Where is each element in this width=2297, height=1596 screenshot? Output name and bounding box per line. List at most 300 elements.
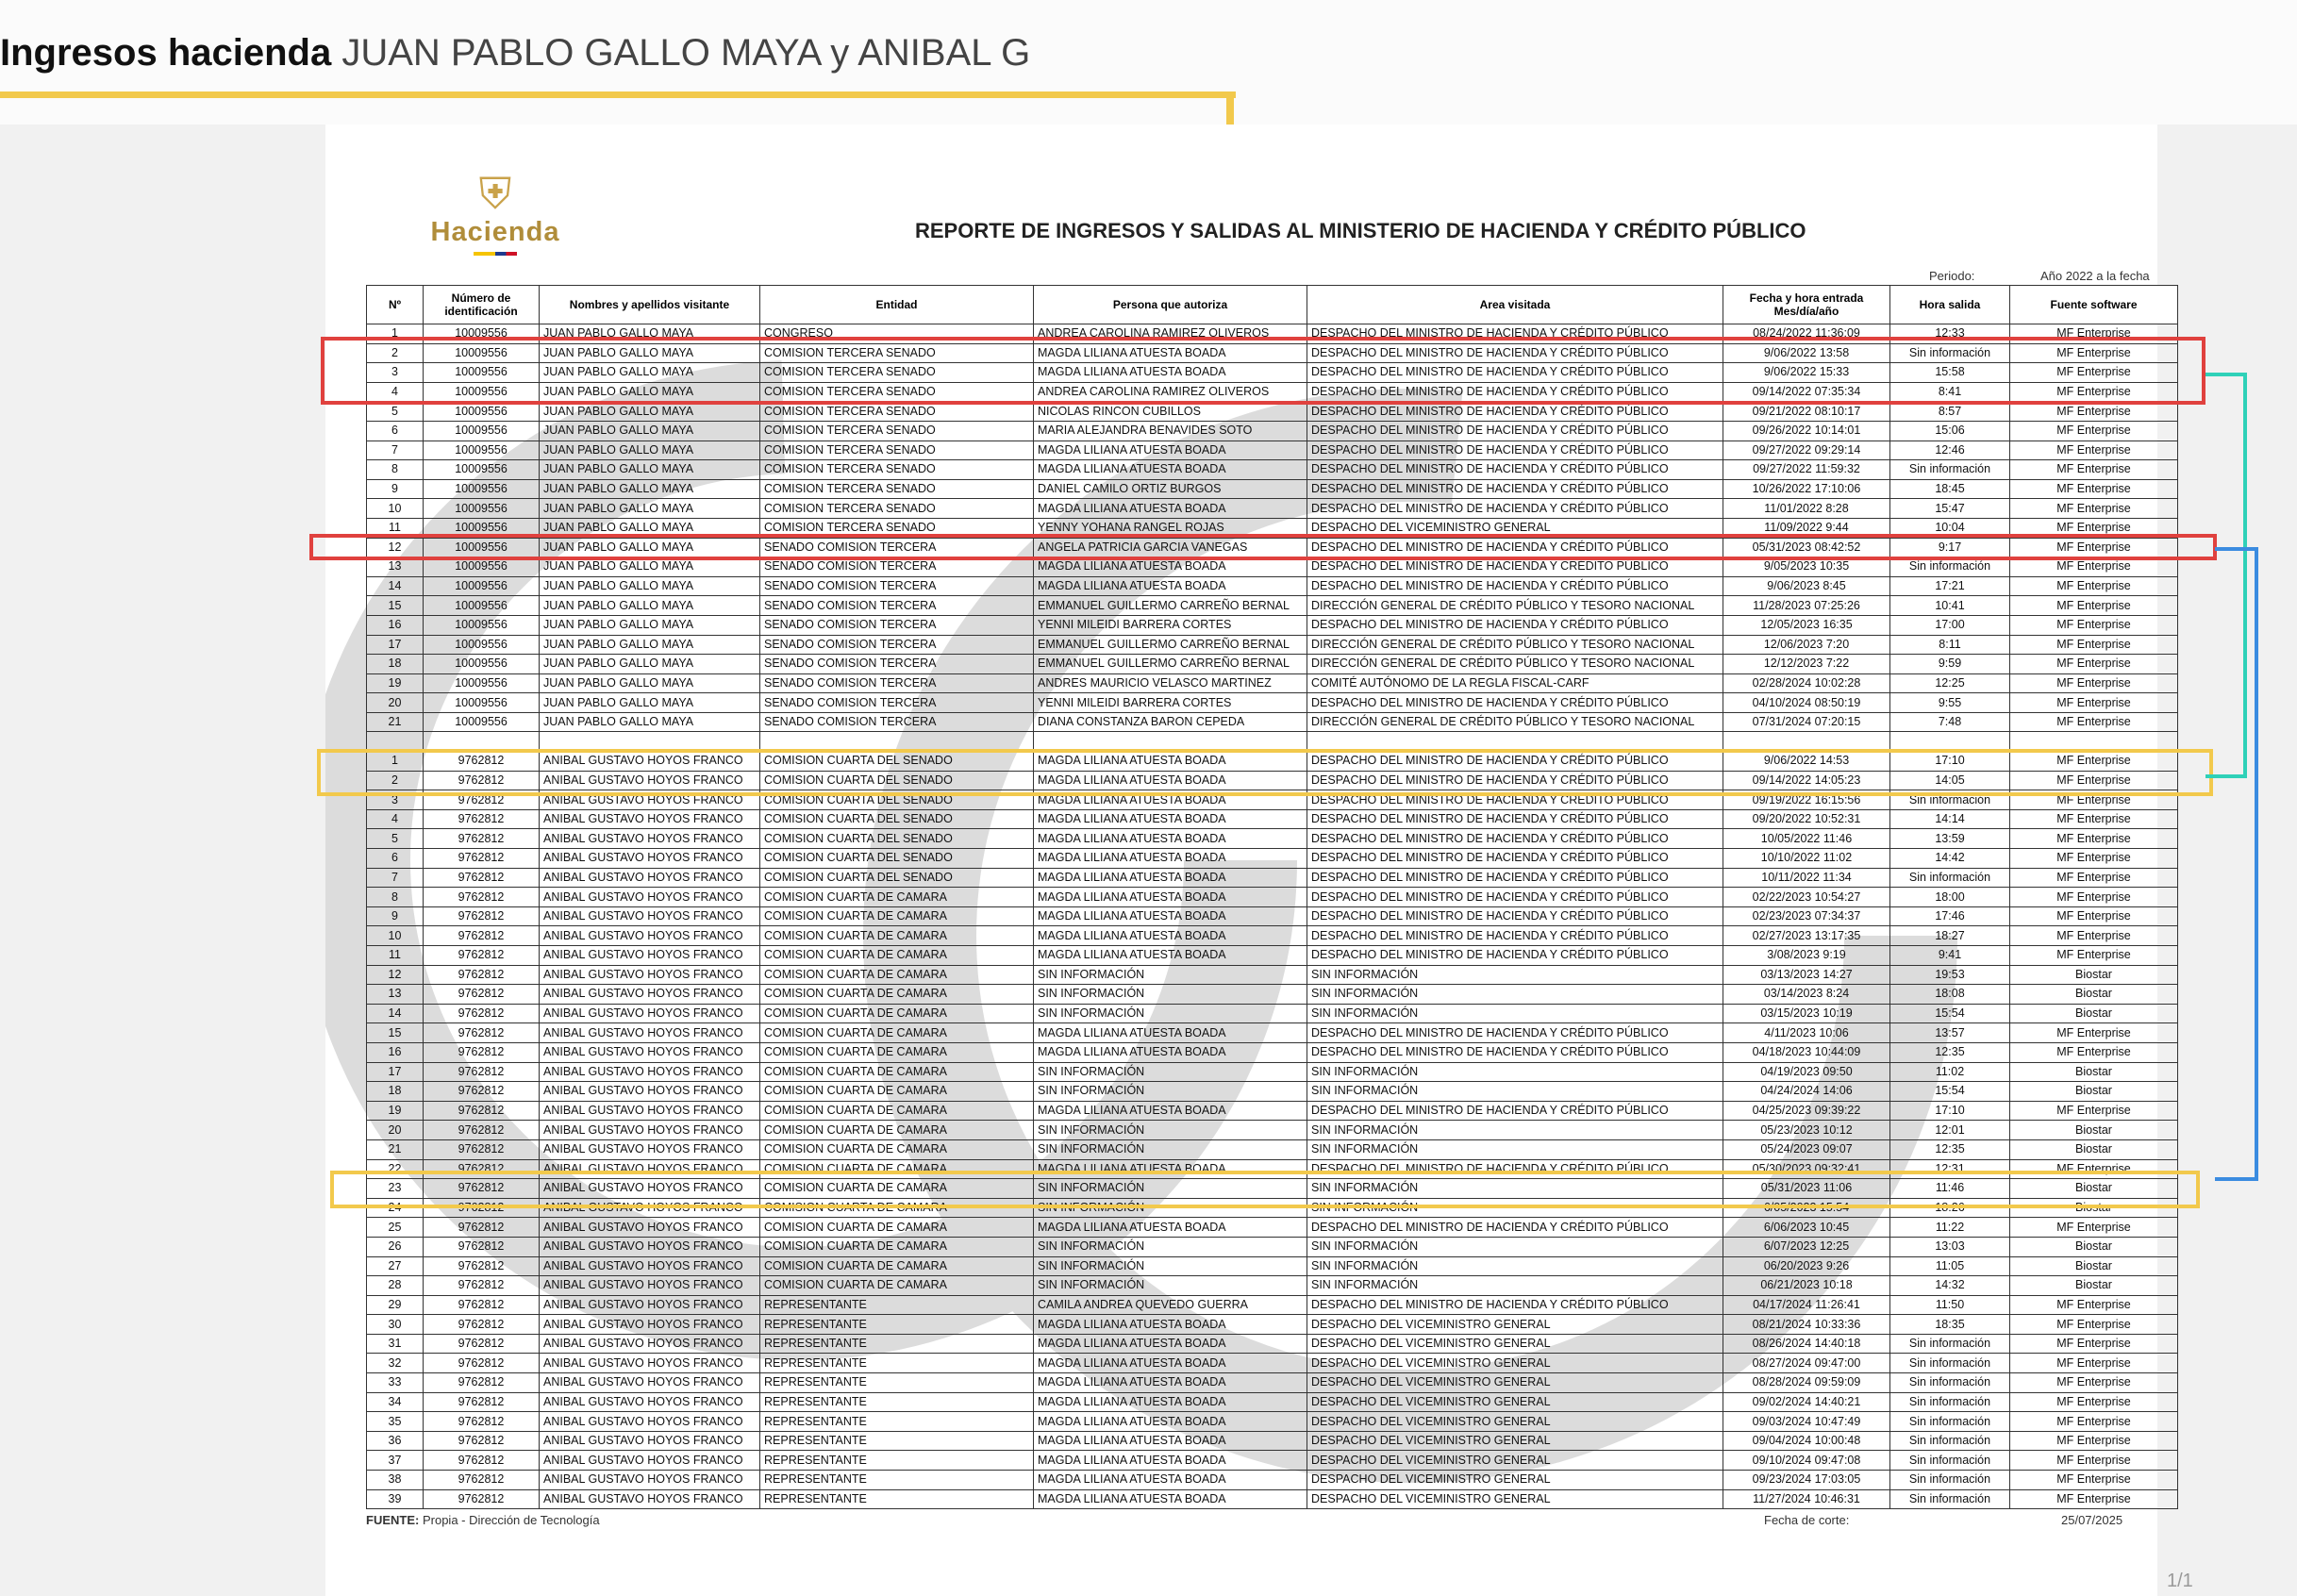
table-cell: 15:47 <box>1890 499 2010 519</box>
table-cell: DESPACHO DEL VICEMINISTRO GENERAL <box>1307 1471 1723 1490</box>
table-cell: 21 <box>367 712 424 732</box>
table-cell: MF Enterprise <box>2010 557 2178 577</box>
table-cell: 9762812 <box>424 1101 540 1121</box>
table-cell: 17:46 <box>1890 906 2010 926</box>
table-cell: 08/28/2024 09:59:09 <box>1723 1373 1890 1393</box>
table-cell: MF Enterprise <box>2010 809 2178 829</box>
table-cell: 9762812 <box>424 829 540 849</box>
table-cell: SIN INFORMACIÓN <box>1034 1121 1307 1140</box>
table-cell: 9:17 <box>1890 538 2010 557</box>
column-header: Nº <box>367 286 424 324</box>
table-cell: ANIBAL GUSTAVO HOYOS FRANCO <box>540 1101 760 1121</box>
table-cell: 18:08 <box>1890 985 2010 1005</box>
table-cell: JUAN PABLO GALLO MAYA <box>540 363 760 383</box>
table-cell: 09/27/2022 09:29:14 <box>1723 441 1890 460</box>
table-cell: SIN INFORMACIÓN <box>1034 1139 1307 1159</box>
table-cell: DIRECCIÓN GENERAL DE CRÉDITO PÚBLICO Y TESORO NACIONAL <box>1307 596 1723 616</box>
table-cell: SIN INFORMACIÓN <box>1034 1004 1307 1023</box>
table-cell: SIN INFORMACIÓN <box>1034 965 1307 985</box>
table-cell: COMISION CUARTA DE CAMARA <box>760 906 1034 926</box>
table-cell: SENADO COMISION TERCERA <box>760 538 1034 557</box>
table-cell: DESPACHO DEL MINISTRO DE HACIENDA Y CRÉDITO PÚBLICO <box>1307 926 1723 946</box>
column-header: Area visitada <box>1307 286 1723 324</box>
table-cell: 28 <box>367 1276 424 1296</box>
table-cell: Sin información <box>1890 343 2010 363</box>
table-cell: 9762812 <box>424 888 540 907</box>
table-cell: 6 <box>367 849 424 869</box>
table-cell: 12 <box>367 965 424 985</box>
table-cell: MAGDA LILIANA ATUESTA BOADA <box>1034 906 1307 926</box>
table-cell: MF Enterprise <box>2010 1471 2178 1490</box>
table-cell: MAGDA LILIANA ATUESTA BOADA <box>1034 829 1307 849</box>
table-row <box>367 888 2178 907</box>
table-cell: DESPACHO DEL MINISTRO DE HACIENDA Y CRÉDITO PÚBLICO <box>1307 829 1723 849</box>
table-cell: DESPACHO DEL VICEMINISTRO GENERAL <box>1307 1354 1723 1373</box>
table-cell: MF Enterprise <box>2010 499 2178 519</box>
table-cell: 34 <box>367 1392 424 1412</box>
table-cell: MF Enterprise <box>2010 829 2178 849</box>
table-cell: REPRESENTANTE <box>760 1295 1034 1315</box>
post-headline <box>0 32 1030 75</box>
table-cell: 7:48 <box>1890 712 2010 732</box>
table-cell: MAGDA LILIANA ATUESTA BOADA <box>1034 888 1307 907</box>
table-row <box>367 1334 2178 1354</box>
table-cell: ANDREA CAROLINA RAMIREZ OLIVEROS <box>1034 324 1307 344</box>
table-cell: CAMILA ANDREA QUEVEDO GUERRA <box>1034 1295 1307 1315</box>
table-cell: EMMANUEL GUILLERMO CARREÑO BERNAL <box>1034 596 1307 616</box>
table-cell: ANIBAL GUSTAVO HOYOS FRANCO <box>540 1276 760 1296</box>
column-header: Fuente software <box>2010 286 2178 324</box>
table-row <box>367 635 2178 655</box>
table-cell: COMISION CUARTA DE CAMARA <box>760 1082 1034 1102</box>
table-cell: 6/07/2023 12:25 <box>1723 1237 1890 1256</box>
table-cell: ANIBAL GUSTAVO HOYOS FRANCO <box>540 1451 760 1471</box>
table-cell: REPRESENTANTE <box>760 1451 1034 1471</box>
table-cell: COMISION CUARTA DE CAMARA <box>760 1101 1034 1121</box>
table-row <box>367 1004 2178 1023</box>
table-cell: 03/14/2023 8:24 <box>1723 985 1890 1005</box>
table-cell: COMISION TERCERA SENADO <box>760 402 1034 422</box>
table-cell: COMISION TERCERA SENADO <box>760 499 1034 519</box>
table-cell: 10009556 <box>424 693 540 713</box>
table-cell: DESPACHO DEL MINISTRO DE HACIENDA Y CRÉDITO PÚBLICO <box>1307 460 1723 480</box>
table-cell: MAGDA LILIANA ATUESTA BOADA <box>1034 576 1307 596</box>
table-row <box>367 1101 2178 1121</box>
table-cell: MF Enterprise <box>2010 1315 2178 1335</box>
table-cell: 14 <box>367 1004 424 1023</box>
table-cell: DESPACHO DEL MINISTRO DE HACIENDA Y CRÉDITO PÚBLICO <box>1307 363 1723 383</box>
table-cell: 02/22/2023 10:54:27 <box>1723 888 1890 907</box>
table-cell: 10 <box>367 926 424 946</box>
table-cell: 18:00 <box>1890 888 2010 907</box>
table-cell: MF Enterprise <box>2010 1489 2178 1509</box>
table-cell: 07/31/2024 07:20:15 <box>1723 712 1890 732</box>
table-cell: 9/06/2023 8:45 <box>1723 576 1890 596</box>
table-cell: 14:42 <box>1890 849 2010 869</box>
table-cell: COMISION CUARTA DE CAMARA <box>760 1042 1034 1062</box>
table-row <box>367 1471 2178 1490</box>
table-cell: MF Enterprise <box>2010 1159 2178 1179</box>
table-cell: DIRECCIÓN GENERAL DE CRÉDITO PÚBLICO Y TESORO NACIONAL <box>1307 655 1723 674</box>
table-cell: DESPACHO DEL VICEMINISTRO GENERAL <box>1307 1373 1723 1393</box>
table-row <box>367 596 2178 616</box>
table-cell: ANIBAL GUSTAVO HOYOS FRANCO <box>540 868 760 888</box>
table-cell: MF Enterprise <box>2010 1373 2178 1393</box>
table-row <box>367 1042 2178 1062</box>
table-cell: YENNI MILEIDI BARRERA CORTES <box>1034 693 1307 713</box>
table-cell: 9:41 <box>1890 946 2010 966</box>
table-cell: 08/24/2022 11:36:09 <box>1723 324 1890 344</box>
table-cell: 32 <box>367 1354 424 1373</box>
table-cell: REPRESENTANTE <box>760 1354 1034 1373</box>
table-cell: 04/25/2023 09:39:22 <box>1723 1101 1890 1121</box>
table-cell: SIN INFORMACIÓN <box>1034 1198 1307 1218</box>
table-cell: MAGDA LILIANA ATUESTA BOADA <box>1034 499 1307 519</box>
footer-source <box>366 1513 600 1527</box>
table-cell: ANIBAL GUSTAVO HOYOS FRANCO <box>540 1198 760 1218</box>
table-cell: MARIA ALEJANDRA BENAVIDES SOTO <box>1034 421 1307 441</box>
table-cell: 19 <box>367 1101 424 1121</box>
table-cell: SIN INFORMACIÓN <box>1307 985 1723 1005</box>
table-cell: 15 <box>367 596 424 616</box>
table-cell: JUAN PABLO GALLO MAYA <box>540 324 760 344</box>
table-cell: 13:03 <box>1890 1237 2010 1256</box>
table-cell: 27 <box>367 1256 424 1276</box>
table-cell: DESPACHO DEL VICEMINISTRO GENERAL <box>1307 1412 1723 1432</box>
table-cell: MF Enterprise <box>2010 712 2178 732</box>
table-cell: REPRESENTANTE <box>760 1392 1034 1412</box>
table-cell: SIN INFORMACIÓN <box>1307 1082 1723 1102</box>
hacienda-logo <box>429 170 561 256</box>
table-cell: JUAN PABLO GALLO MAYA <box>540 382 760 402</box>
table-row <box>367 906 2178 926</box>
table-cell: MAGDA LILIANA ATUESTA BOADA <box>1034 809 1307 829</box>
table-cell: 9762812 <box>424 1082 540 1102</box>
table-cell: 11/01/2022 8:28 <box>1723 499 1890 519</box>
table-cell: REPRESENTANTE <box>760 1471 1034 1490</box>
table-cell: 10009556 <box>424 655 540 674</box>
table-cell: ANIBAL GUSTAVO HOYOS FRANCO <box>540 1121 760 1140</box>
table-cell: 8 <box>367 460 424 480</box>
table-cell: 29 <box>367 1295 424 1315</box>
table-cell: JUAN PABLO GALLO MAYA <box>540 693 760 713</box>
column-header: Número de identificación <box>424 286 540 324</box>
table-cell: Sin información <box>1890 1431 2010 1451</box>
table-cell: 24 <box>367 1198 424 1218</box>
table-cell: SENADO COMISION TERCERA <box>760 576 1034 596</box>
table-cell: 7 <box>367 868 424 888</box>
table-cell: ANIBAL GUSTAVO HOYOS FRANCO <box>540 1354 760 1373</box>
table-cell: 08/27/2024 09:47:00 <box>1723 1354 1890 1373</box>
table-cell: 12:33 <box>1890 324 2010 344</box>
flag-stripe <box>474 252 517 256</box>
table-cell: 10009556 <box>424 635 540 655</box>
table-cell: 12/06/2023 7:20 <box>1723 635 1890 655</box>
table-row <box>367 1451 2178 1471</box>
table-cell: DESPACHO DEL MINISTRO DE HACIENDA Y CRÉDITO PÚBLICO <box>1307 557 1723 577</box>
table-cell: COMISION CUARTA DEL SENADO <box>760 790 1034 810</box>
table-cell: COMISION TERCERA SENADO <box>760 441 1034 460</box>
table-cell: 16 <box>367 1042 424 1062</box>
table-cell: COMISION CUARTA DE CAMARA <box>760 1121 1034 1140</box>
table-cell: ANIBAL GUSTAVO HOYOS FRANCO <box>540 965 760 985</box>
table-cell: 17:10 <box>1890 752 2010 772</box>
table-cell: 2 <box>367 343 424 363</box>
table-row <box>367 1062 2178 1082</box>
table-cell: MF Enterprise <box>2010 1101 2178 1121</box>
period-label: Periodo: <box>1929 269 1975 283</box>
table-cell: 18 <box>367 1082 424 1102</box>
table-cell: MF Enterprise <box>2010 1354 2178 1373</box>
table-cell: 12:25 <box>1890 673 2010 693</box>
table-cell: 09/23/2024 17:03:05 <box>1723 1471 1890 1490</box>
table-cell: MAGDA LILIANA ATUESTA BOADA <box>1034 1334 1307 1354</box>
table-cell: DESPACHO DEL MINISTRO DE HACIENDA Y CRÉDITO PÚBLICO <box>1307 771 1723 790</box>
table-cell: 11:50 <box>1890 1295 2010 1315</box>
table-cell: JUAN PABLO GALLO MAYA <box>540 712 760 732</box>
table-row <box>367 946 2178 966</box>
table-cell: SENADO COMISION TERCERA <box>760 673 1034 693</box>
table-cell: Biostar <box>2010 1237 2178 1256</box>
table-cell: 2 <box>367 771 424 790</box>
table-cell: DESPACHO DEL MINISTRO DE HACIENDA Y CRÉDITO PÚBLICO <box>1307 343 1723 363</box>
table-row <box>367 479 2178 499</box>
table-cell: JUAN PABLO GALLO MAYA <box>540 596 760 616</box>
table-cell: 10/11/2022 11:34 <box>1723 868 1890 888</box>
table-cell: MAGDA LILIANA ATUESTA BOADA <box>1034 946 1307 966</box>
table-cell: 14:14 <box>1890 809 2010 829</box>
table-cell: 06/21/2023 10:18 <box>1723 1276 1890 1296</box>
headline-names: JUAN PABLO GALLO MAYA y ANIBAL G <box>341 32 1031 74</box>
table-cell: 10009556 <box>424 421 540 441</box>
table-cell: 04/24/2024 14:06 <box>1723 1082 1890 1102</box>
table-cell: COMISION TERCERA SENADO <box>760 382 1034 402</box>
table-cell: Biostar <box>2010 1198 2178 1218</box>
visits-table <box>366 285 2178 1509</box>
table-cell: 10009556 <box>424 382 540 402</box>
table-cell: 04/17/2024 11:26:41 <box>1723 1295 1890 1315</box>
column-header: Fecha y hora entrada Mes/día/año <box>1723 286 1890 324</box>
table-cell: 11/09/2022 9:44 <box>1723 518 1890 538</box>
table-cell: SIN INFORMACIÓN <box>1307 1237 1723 1256</box>
table-row <box>367 1412 2178 1432</box>
table-cell: 12/05/2023 16:35 <box>1723 615 1890 635</box>
table-cell: MF Enterprise <box>2010 460 2178 480</box>
table-cell: 38 <box>367 1471 424 1490</box>
coat-of-arms-icon: ⛨ <box>478 169 512 218</box>
table-cell: COMISION CUARTA DE CAMARA <box>760 946 1034 966</box>
table-cell: REPRESENTANTE <box>760 1412 1034 1432</box>
table-cell: 10009556 <box>424 402 540 422</box>
table-row <box>367 1392 2178 1412</box>
table-cell: 10/05/2022 11:46 <box>1723 829 1890 849</box>
table-cell: MAGDA LILIANA ATUESTA BOADA <box>1034 1354 1307 1373</box>
table-cell: 10009556 <box>424 460 540 480</box>
table-cell: MF Enterprise <box>2010 1334 2178 1354</box>
table-cell: 08/26/2024 14:40:18 <box>1723 1334 1890 1354</box>
table-cell: ANIBAL GUSTAVO HOYOS FRANCO <box>540 1159 760 1179</box>
table-row <box>367 421 2178 441</box>
table-cell: DESPACHO DEL MINISTRO DE HACIENDA Y CRÉDITO PÚBLICO <box>1307 888 1723 907</box>
table-cell: 14:32 <box>1890 1276 2010 1296</box>
table-cell: Biostar <box>2010 1179 2178 1199</box>
table-cell: Sin información <box>1890 460 2010 480</box>
table-cell: DESPACHO DEL MINISTRO DE HACIENDA Y CRÉDITO PÚBLICO <box>1307 402 1723 422</box>
table-cell: COMISION CUARTA DE CAMARA <box>760 1256 1034 1276</box>
table-cell: MAGDA LILIANA ATUESTA BOADA <box>1034 1451 1307 1471</box>
table-row <box>367 460 2178 480</box>
table-cell: SENADO COMISION TERCERA <box>760 655 1034 674</box>
table-cell: SIN INFORMACIÓN <box>1307 1139 1723 1159</box>
table-cell: ANIBAL GUSTAVO HOYOS FRANCO <box>540 849 760 869</box>
table-cell: 8:41 <box>1890 382 2010 402</box>
table-cell: ANIBAL GUSTAVO HOYOS FRANCO <box>540 1004 760 1023</box>
column-header: Hora salida <box>1890 286 2010 324</box>
table-cell: DESPACHO DEL VICEMINISTRO GENERAL <box>1307 1431 1723 1451</box>
yellow-highlight-box-anibal-23 <box>330 1171 2200 1208</box>
table-cell: 7 <box>367 441 424 460</box>
table-header-row <box>367 286 2178 324</box>
table-cell: 9/06/2022 15:33 <box>1723 363 1890 383</box>
table-cell: 9 <box>367 906 424 926</box>
table-cell: SIN INFORMACIÓN <box>1034 1179 1307 1199</box>
table-cell: DANIEL CAMILO ORTIZ BURGOS <box>1034 479 1307 499</box>
table-cell: Sin información <box>1890 1392 2010 1412</box>
table-cell: 15 <box>367 1023 424 1043</box>
table-cell: REPRESENTANTE <box>760 1489 1034 1509</box>
table-row <box>367 615 2178 635</box>
table-cell: 05/23/2023 10:12 <box>1723 1121 1890 1140</box>
table-cell: MF Enterprise <box>2010 479 2178 499</box>
table-cell: JUAN PABLO GALLO MAYA <box>540 460 760 480</box>
table-cell: 18:35 <box>1890 1315 2010 1335</box>
table-cell: 10:41 <box>1890 596 2010 616</box>
table-row <box>367 965 2178 985</box>
table-cell: 15:54 <box>1890 1004 2010 1023</box>
table-cell: 11:05 <box>1890 1256 2010 1276</box>
table-cell: MAGDA LILIANA ATUESTA BOADA <box>1034 790 1307 810</box>
table-cell: 18:27 <box>1890 926 2010 946</box>
table-cell: MF Enterprise <box>2010 1392 2178 1412</box>
table-cell: 9762812 <box>424 752 540 772</box>
table-cell: JUAN PABLO GALLO MAYA <box>540 343 760 363</box>
table-cell: DESPACHO DEL MINISTRO DE HACIENDA Y CRÉDITO PÚBLICO <box>1307 1159 1723 1179</box>
table-cell: 9:55 <box>1890 693 2010 713</box>
red-highlight-box-rows-2-4 <box>321 337 2205 405</box>
footer-cut-label: Fecha de corte: <box>1764 1513 1850 1527</box>
table-cell: 10009556 <box>424 479 540 499</box>
table-cell: SIN INFORMACIÓN <box>1034 1062 1307 1082</box>
table-cell: 9762812 <box>424 1198 540 1218</box>
table-cell: ANIBAL GUSTAVO HOYOS FRANCO <box>540 790 760 810</box>
table-cell: 9762812 <box>424 1159 540 1179</box>
table-cell: 20 <box>367 1121 424 1140</box>
table-cell: SENADO COMISION TERCERA <box>760 596 1034 616</box>
table-cell: ANDRES MAURICIO VELASCO MARTINEZ <box>1034 673 1307 693</box>
table-cell: MF Enterprise <box>2010 1042 2178 1062</box>
table-cell: 3 <box>367 790 424 810</box>
table-cell: ANDREA CAROLINA RAMIREZ OLIVEROS <box>1034 382 1307 402</box>
table-cell: 12/12/2023 7:22 <box>1723 655 1890 674</box>
table-row <box>367 693 2178 713</box>
table-cell: COMISION CUARTA DE CAMARA <box>760 1198 1034 1218</box>
table-cell: 9762812 <box>424 1315 540 1335</box>
table-cell: JUAN PABLO GALLO MAYA <box>540 557 760 577</box>
table-cell: MF Enterprise <box>2010 1412 2178 1432</box>
table-cell: MF Enterprise <box>2010 1295 2178 1315</box>
table-cell: JUAN PABLO GALLO MAYA <box>540 635 760 655</box>
table-cell: ANIBAL GUSTAVO HOYOS FRANCO <box>540 985 760 1005</box>
table-cell: Biostar <box>2010 985 2178 1005</box>
table-cell: 3 <box>367 363 424 383</box>
table-cell: 11/28/2023 07:25:26 <box>1723 596 1890 616</box>
table-cell: 05/30/2023 09:32:41 <box>1723 1159 1890 1179</box>
table-cell: Sin información <box>1890 1373 2010 1393</box>
headline-bold: Ingresos hacienda <box>0 32 332 74</box>
table-cell: JUAN PABLO GALLO MAYA <box>540 402 760 422</box>
table-cell: COMISION CUARTA DEL SENADO <box>760 752 1034 772</box>
table-cell: COMISION CUARTA DE CAMARA <box>760 1218 1034 1238</box>
table-cell: 1 <box>367 752 424 772</box>
table-cell: 22 <box>367 1159 424 1179</box>
table-cell: 11:22 <box>1890 1218 2010 1238</box>
table-cell: DESPACHO DEL MINISTRO DE HACIENDA Y CRÉDITO PÚBLICO <box>1307 615 1723 635</box>
table-cell: JUAN PABLO GALLO MAYA <box>540 655 760 674</box>
table-row <box>367 1023 2178 1043</box>
table-row <box>367 441 2178 460</box>
table-cell: MF Enterprise <box>2010 946 2178 966</box>
table-cell: COMISION CUARTA DE CAMARA <box>760 888 1034 907</box>
table-cell: MF Enterprise <box>2010 441 2178 460</box>
red-highlight-box-row-12 <box>309 534 2217 560</box>
table-cell: COMISION CUARTA DEL SENADO <box>760 809 1034 829</box>
table-cell: Sin información <box>1890 1471 2010 1490</box>
table-cell: ANIBAL GUSTAVO HOYOS FRANCO <box>540 1412 760 1432</box>
table-cell: 02/23/2023 07:34:37 <box>1723 906 1890 926</box>
table-cell: 10009556 <box>424 576 540 596</box>
table-cell: MF Enterprise <box>2010 518 2178 538</box>
table-cell: MAGDA LILIANA ATUESTA BOADA <box>1034 1431 1307 1451</box>
table-cell: ANIBAL GUSTAVO HOYOS FRANCO <box>540 1082 760 1102</box>
table-cell: 3/08/2023 9:19 <box>1723 946 1890 966</box>
table-cell: MF Enterprise <box>2010 693 2178 713</box>
table-cell: SIN INFORMACIÓN <box>1034 1276 1307 1296</box>
table-cell: 23 <box>367 1179 424 1199</box>
table-cell: ANIBAL GUSTAVO HOYOS FRANCO <box>540 1023 760 1043</box>
table-cell: 1 <box>367 324 424 344</box>
table-cell: DESPACHO DEL MINISTRO DE HACIENDA Y CRÉDITO PÚBLICO <box>1307 809 1723 829</box>
table-cell: Biostar <box>2010 965 2178 985</box>
table-cell: 18:45 <box>1890 479 2010 499</box>
table-cell: MAGDA LILIANA ATUESTA BOADA <box>1034 460 1307 480</box>
table-cell: MF Enterprise <box>2010 538 2178 557</box>
table-row <box>367 1139 2178 1159</box>
table-cell: COMISION TERCERA SENADO <box>760 479 1034 499</box>
table-cell: 09/04/2024 10:00:48 <box>1723 1431 1890 1451</box>
table-cell: 9762812 <box>424 1354 540 1373</box>
table-cell: MF Enterprise <box>2010 868 2178 888</box>
logo-label: Hacienda <box>430 217 560 247</box>
table-cell: DESPACHO DEL VICEMINISTRO GENERAL <box>1307 1451 1723 1471</box>
table-cell: 9762812 <box>424 1489 540 1509</box>
table-cell: MF Enterprise <box>2010 1023 2178 1043</box>
table-cell: 10009556 <box>424 324 540 344</box>
table-cell: 10:04 <box>1890 518 2010 538</box>
table-cell: YENNY YOHANA RANGEL ROJAS <box>1034 518 1307 538</box>
table-cell: 12:01 <box>1890 1121 2010 1140</box>
table-cell: COMISION TERCERA SENADO <box>760 421 1034 441</box>
table-cell: ANIBAL GUSTAVO HOYOS FRANCO <box>540 1431 760 1451</box>
